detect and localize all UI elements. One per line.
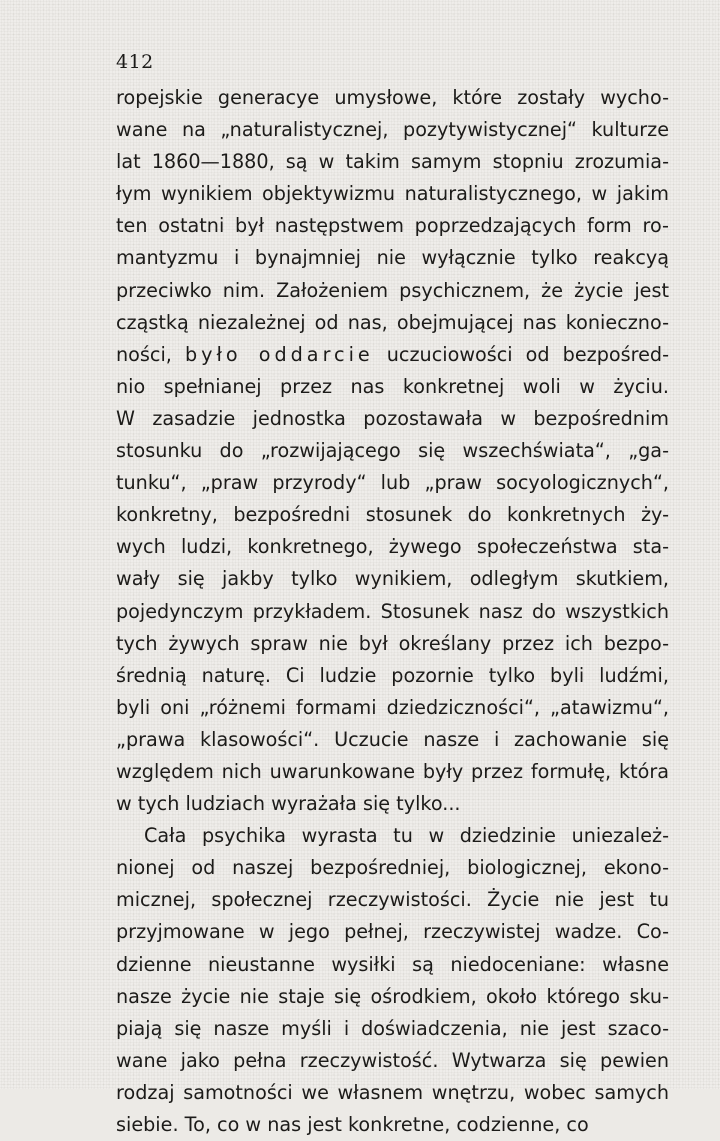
text-line: wane na „naturalistycznej, pozytywistycznej“ kulturze	[116, 118, 669, 142]
text-line: dzienne nieustanne wysiłki są niedoceniane: własne	[116, 952, 669, 976]
body-text	[116, 82, 669, 1141]
text-line: przyjmowane w jego pełnej, rzeczywistej wadze. Co-	[116, 920, 669, 944]
text-line: ropejskie generacye umysłowe, które zostały wycho-	[116, 86, 669, 109]
text-line: W zasadzie jednostka pozostawała w bezpośrednim	[116, 406, 669, 430]
text-line: względem nich uwarunkowane były przez formułę, która	[116, 759, 669, 783]
paragraph	[116, 82, 669, 820]
spaced-emphasis: było oddarcie	[184, 342, 374, 366]
text-line: wych ludzi, konkretnego, żywego społeczeństwa sta-	[116, 535, 669, 559]
text-line: byli oni „różnemi formami dziedziczności“, „atawizmu“,	[116, 695, 669, 719]
text-line: Cała psychika wyrasta tu w dziedzinie uniezależ-	[144, 824, 669, 848]
text-line: micznej, społecznej rzeczywistości. Życie nie jest tu	[116, 888, 669, 912]
text-line: stosunku do „rozwijającego się wszechświata“, „ga-	[116, 439, 669, 463]
text-line: rodzaj samotności we własnem wnętrzu, wobec samych	[116, 1080, 669, 1104]
text-line: „prawa klasowości“. Uczucie nasze i zachowanie się	[116, 727, 669, 751]
text-line: nasze życie nie staje się ośrodkiem, około którego sku-	[116, 984, 669, 1008]
text-line: lat 1860—1880, są w takim samym stopniu zrozumia-	[116, 150, 669, 174]
text-line: piają się nasze myśli i doświadczenia, nie jest szaco-	[116, 1016, 669, 1040]
text-line: cząstką niezależnej od nas, obejmującej nas konieczno-	[116, 310, 669, 334]
paragraph	[116, 820, 669, 1141]
text-line: nio spełnianej przez nas konkretnej woli w życiu.	[116, 374, 669, 398]
page-number: 412	[116, 51, 154, 73]
text-line: konkretny, bezpośredni stosunek do konkretnych ży-	[116, 503, 669, 527]
text-line: w tych ludziach wyrażała się tylko...	[116, 792, 461, 816]
text-segment: uczuciowości od bezpośred-	[373, 342, 669, 366]
text-line: tunku“, „praw przyrody“ lub „praw socyologicznych“,	[116, 471, 669, 495]
text-line	[116, 339, 669, 371]
text-line: wane jako pełna rzeczywistość. Wytwarza się pewien	[116, 1048, 669, 1072]
text-line: siebie. To, co w nas jest konkretne, codzienne, co	[116, 1113, 589, 1136]
text-segment: ności,	[116, 342, 185, 366]
text-line: przeciwko nim. Założeniem psychicznem, że życie jest	[116, 278, 669, 302]
text-line: mantyzmu i bynajmniej nie wyłącznie tylko reakcyą	[116, 246, 669, 270]
text-line: tych żywych spraw nie był określany przez ich bezpo-	[116, 631, 669, 655]
text-line: ten ostatni był następstwem poprzedzających form ro-	[116, 214, 669, 238]
text-line: łym wynikiem objektywizmu naturalistycznego, w jakim	[116, 182, 669, 206]
text-line: pojedynczym przykładem. Stosunek nasz do wszystkich	[116, 599, 669, 623]
text-line: wały się jakby tylko wynikiem, odległym skutkiem,	[116, 567, 669, 591]
text-line: średnią naturę. Ci ludzie pozornie tylko byli ludźmi,	[116, 663, 669, 687]
text-line: nionej od naszej bezpośredniej, biologicznej, ekono-	[116, 856, 669, 880]
